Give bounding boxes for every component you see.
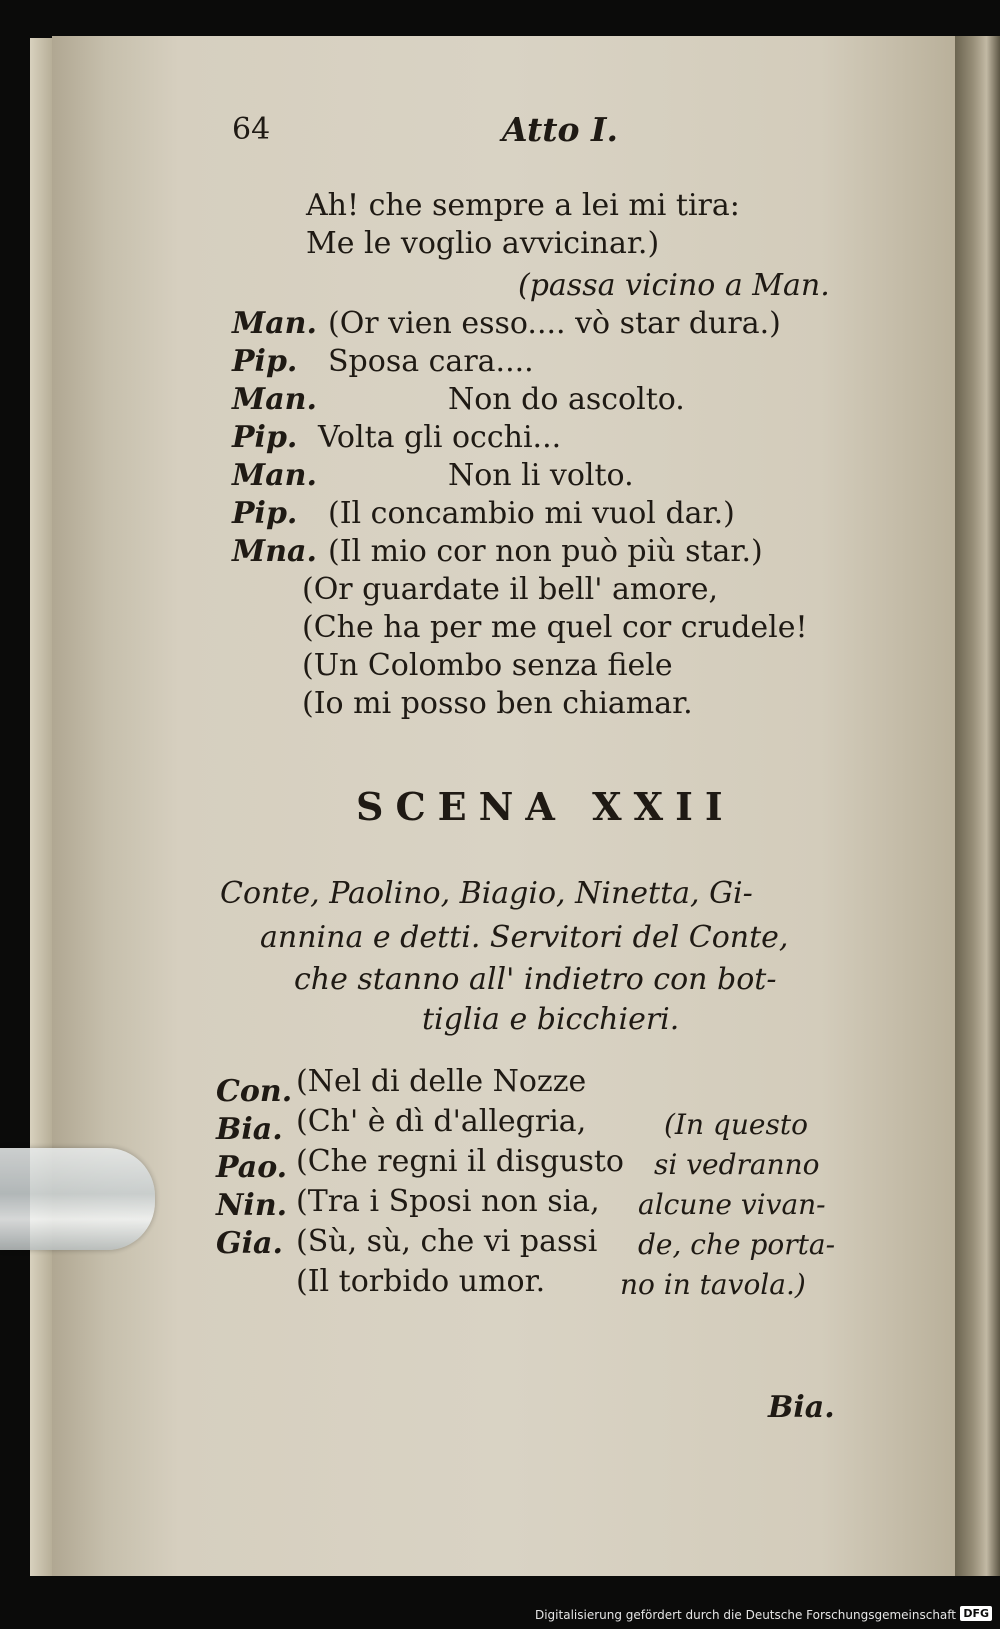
verse-line: (Io mi posso ben chiamar.	[302, 686, 693, 721]
verse-line: (Or vien esso.... vò star dura.)	[328, 306, 781, 341]
book-clamp	[0, 1148, 155, 1250]
chorus-line: (Tra i Sposi non sia,	[296, 1184, 600, 1219]
verse-line: Non li volto.	[448, 458, 634, 493]
verse-line: (Un Colombo senza fiele	[302, 648, 673, 683]
verse-line: Me le voglio avvicinar.)	[306, 226, 660, 261]
stage-direction-line: annina e detti. Servitori del Conte,	[260, 920, 789, 955]
stage-aside: si vedranno	[654, 1148, 820, 1181]
chorus-line: (Nel di delle Nozze	[296, 1064, 587, 1099]
verse-line: (Il concambio mi vuol dar.)	[328, 496, 735, 531]
stage-aside: (In questo	[664, 1108, 808, 1141]
speaker-label: Nin.	[216, 1188, 288, 1223]
stage-aside: no in tavola.)	[620, 1268, 806, 1301]
stage-direction-line: Conte, Paolino, Biagio, Ninetta, Gi-	[220, 876, 753, 911]
verse-line: Sposa cara....	[328, 344, 534, 379]
chorus-line: (Che regni il disgusto	[296, 1144, 624, 1179]
verse-line: Non do ascolto.	[448, 382, 685, 417]
scene-heading: SCENA XXII	[356, 784, 735, 829]
speaker-label: Pip.	[232, 344, 298, 379]
chorus-line: (Ch' è dì d'allegria,	[296, 1104, 587, 1139]
stage-aside: de, che porta-	[638, 1228, 836, 1261]
catchword: Bia.	[768, 1390, 835, 1425]
verse-line: Volta gli occhi...	[318, 420, 562, 455]
speaker-label: Man.	[232, 458, 317, 493]
page-number: 64	[232, 112, 271, 147]
verse-line: (Or guardate il bell' amore,	[302, 572, 719, 607]
stage-direction-line: che stanno all' indietro con bot-	[294, 962, 777, 997]
verse-line: Ah! che sempre a lei mi tira:	[306, 188, 740, 223]
running-title: Atto I.	[502, 110, 618, 149]
speaker-label: Pao.	[216, 1150, 288, 1185]
chorus-line: (Il torbido umor.	[296, 1264, 546, 1299]
speaker-label: Con.	[216, 1074, 293, 1109]
stage-direction-line: tiglia e bicchieri.	[422, 1002, 680, 1037]
speaker-label: Man.	[232, 382, 317, 417]
speaker-label: Man.	[232, 306, 317, 341]
verse-line: (Il mio cor non può più star.)	[328, 534, 763, 569]
speaker-label: Pip.	[232, 420, 298, 455]
footer-credit: Digitalisierung gefördert durch die Deutsche Forschungsgemeinschaft	[534, 1608, 956, 1622]
stage-aside: (passa vicino a Man.	[518, 268, 830, 303]
chorus-line: (Sù, sù, che vi passi	[296, 1224, 598, 1259]
speaker-label: Bia.	[216, 1112, 283, 1147]
dfg-logo: DFG	[960, 1606, 992, 1621]
speaker-label: Mna.	[232, 534, 317, 569]
stage-aside: alcune vivan-	[638, 1188, 826, 1221]
speaker-label: Gia.	[216, 1226, 283, 1261]
facing-page-edge	[955, 36, 1000, 1576]
verse-line: (Che ha per me quel cor crudele!	[302, 610, 808, 645]
speaker-label: Pip.	[232, 496, 298, 531]
